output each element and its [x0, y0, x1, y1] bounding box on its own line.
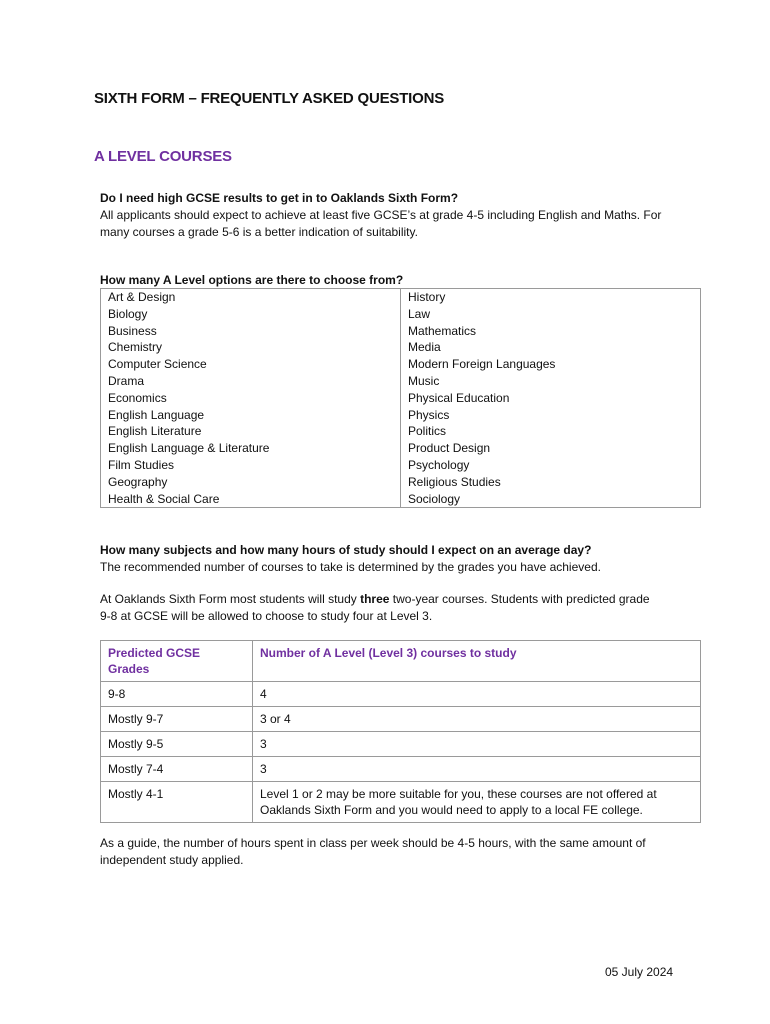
subject-cell: Media [401, 339, 701, 356]
table-row [101, 339, 701, 356]
table-row [101, 457, 701, 474]
table-row [101, 682, 701, 707]
table-row [101, 707, 701, 732]
subject-cell: English Language & Literature [101, 440, 401, 457]
para-text-pre: At Oaklands Sixth Form most students will study [100, 592, 361, 606]
header-col1-line1: Predicted GCSE [108, 646, 201, 660]
subject-cell: Law [401, 306, 701, 323]
section-heading: A LEVEL COURSES [94, 148, 232, 165]
grade-cell: Mostly 9-5 [101, 732, 253, 757]
courses-cell: 3 [253, 732, 701, 757]
courses-cell: 4 [253, 682, 701, 707]
grades-header-col2: Number of A Level (Level 3) courses to study [253, 641, 701, 682]
guide-line-1: As a guide, the number of hours spent in class per week should be 4-5 hours, with the same amount of [100, 836, 646, 850]
faq-3-paragraph [100, 591, 705, 625]
faq-1 [100, 190, 705, 241]
subject-cell: Product Design [401, 440, 701, 457]
subject-cell: Drama [101, 373, 401, 390]
subject-cell: Geography [101, 474, 401, 491]
courses-cell [253, 782, 701, 823]
table-row [101, 491, 701, 508]
subject-cell: Art & Design [101, 289, 401, 306]
faq-3-answer: The recommended number of courses to take is determined by the grades you have achieved. [100, 560, 601, 574]
subject-cell: Physics [401, 407, 701, 424]
table-row [101, 373, 701, 390]
grade-cell: Mostly 7-4 [101, 757, 253, 782]
table-row [101, 474, 701, 491]
guide-paragraph [100, 835, 705, 869]
para-text-post: two-year courses. Students with predicted grade [389, 592, 650, 606]
table-row [101, 356, 701, 373]
subject-cell: Modern Foreign Languages [401, 356, 701, 373]
grades-header-col1 [101, 641, 253, 682]
faq-3 [100, 542, 705, 576]
courses-line-2: Oaklands Sixth Form and you would need to apply to a local FE college. [260, 803, 643, 817]
faq-1-answer-line-1: All applicants should expect to achieve at least five GCSE’s at grade 4-5 including English and Maths. For [100, 208, 662, 222]
subject-cell: Sociology [401, 491, 701, 508]
document-date: 05 July 2024 [605, 965, 674, 979]
subject-cell: Computer Science [101, 356, 401, 373]
subject-cell: Film Studies [101, 457, 401, 474]
table-row [101, 757, 701, 782]
header-col1-line2: Grades [108, 662, 150, 676]
subject-cell: Economics [101, 390, 401, 407]
subject-cell: Business [101, 323, 401, 340]
table-row [101, 289, 701, 306]
grade-cell: Mostly 4-1 [101, 782, 253, 823]
page-title: SIXTH FORM – FREQUENTLY ASKED QUESTIONS [94, 90, 445, 107]
subject-cell: Physical Education [401, 390, 701, 407]
subject-cell: English Language [101, 407, 401, 424]
subject-cell: Chemistry [101, 339, 401, 356]
subjects-table [100, 288, 701, 508]
courses-line-1: Level 1 or 2 may be more suitable for you, these courses are not offered at [260, 787, 657, 801]
para-text-bold: three [360, 592, 390, 606]
faq-3-paragraph-line-1 [100, 591, 705, 608]
subject-cell: English Literature [101, 423, 401, 440]
table-row [101, 423, 701, 440]
faq-1-answer-line-2: many courses a grade 5-6 is a better indication of suitability. [100, 225, 418, 239]
subject-cell: History [401, 289, 701, 306]
table-row [101, 440, 701, 457]
table-row [101, 323, 701, 340]
faq-2 [100, 272, 705, 289]
faq-3-paragraph-line-2: 9-8 at GCSE will be allowed to choose to study four at Level 3. [100, 609, 433, 623]
subject-cell: Biology [101, 306, 401, 323]
grade-cell: Mostly 9-7 [101, 707, 253, 732]
table-row [101, 306, 701, 323]
table-row [101, 407, 701, 424]
subject-cell: Politics [401, 423, 701, 440]
subject-cell: Music [401, 373, 701, 390]
subject-cell: Health & Social Care [101, 491, 401, 508]
guide-line-2: independent study applied. [100, 853, 244, 867]
grades-header-row [101, 641, 701, 682]
courses-cell: 3 [253, 757, 701, 782]
subject-cell: Psychology [401, 457, 701, 474]
grades-table [100, 640, 701, 823]
courses-cell: 3 or 4 [253, 707, 701, 732]
subject-cell: Mathematics [401, 323, 701, 340]
subject-cell: Religious Studies [401, 474, 701, 491]
table-row [101, 782, 701, 823]
faq-1-question: Do I need high GCSE results to get in to Oaklands Sixth Form? [100, 191, 459, 205]
table-row [101, 732, 701, 757]
grade-cell: 9-8 [101, 682, 253, 707]
faq-3-question: How many subjects and how many hours of study should I expect on an average day? [100, 543, 592, 557]
table-row [101, 390, 701, 407]
faq-2-question: How many A Level options are there to choose from? [100, 273, 404, 287]
